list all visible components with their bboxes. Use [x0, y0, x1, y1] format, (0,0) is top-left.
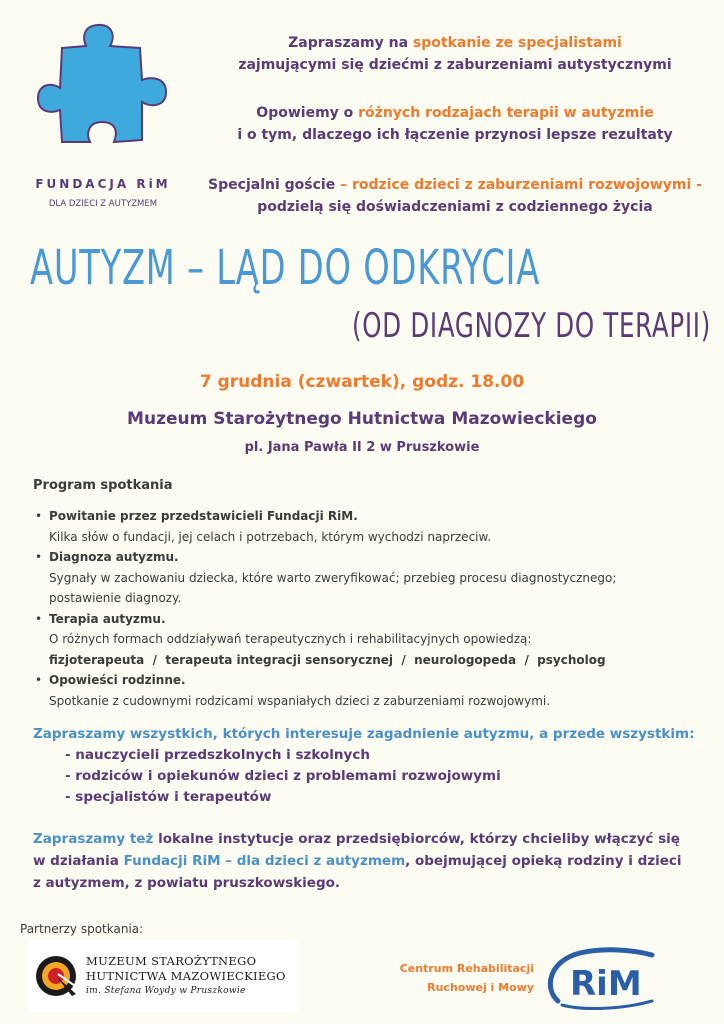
list-item: - rodziców i opiekunów dzieci z problemami rozwojowymi [65, 768, 501, 784]
puzzle-piece-icon [32, 22, 174, 172]
intro-paragraph-3 [200, 174, 710, 218]
program-item [33, 670, 693, 711]
event-title: AUTYZM – LĄD DO ODKRYCIA [30, 240, 541, 296]
program-item-desc: Spotkanie z cudownymi rodzicami wspaniałych dzieci z zaburzeniami rozwojowymi. [49, 693, 551, 708]
museum-name [86, 954, 286, 999]
museum-furnace-logo-icon [32, 952, 80, 1000]
museum-line3: im. Stefana Woydy w Pruszkowie [86, 986, 246, 996]
local-invite-block [33, 828, 703, 894]
program-item-title: Opowieści rodzinne. [49, 673, 186, 687]
crim-line1: Centrum Rehabilitacji [399, 962, 534, 975]
crim-name [388, 959, 534, 997]
intro-p2-highlight: różnych rodzajach terapii w autyzmie [358, 105, 654, 121]
foundation-name: FUNDACJA RiM [35, 177, 171, 191]
program-item-title: Diagnoza autyzmu. [49, 550, 179, 564]
program-item-desc: O różnych formach oddziaływań terapeutycznych i rehabilitacyjnych opowiedzą: [49, 632, 532, 646]
program-heading: Program spotkania [33, 478, 173, 493]
bullet-icon: • [35, 509, 43, 523]
rim-logo-text: RiM [570, 964, 642, 1004]
invite-line: Zapraszamy wszystkich, których interesuje zagadnienie autyzmu, a przede wszystkim: [33, 726, 695, 742]
intro-p2-pre: Opowiemy o [256, 105, 359, 121]
local-mid: lokalne instytucje oraz przedsiębiorców, którzy chcieliby włączyć się [153, 831, 680, 847]
program-item-title: Terapia autyzmu. [49, 611, 166, 626]
local-pre: Zapraszamy też [33, 831, 154, 847]
museum-line1: MUZEUM STAROŻYTNEGO [86, 954, 257, 968]
bullet-icon: • [35, 550, 43, 564]
intro-p3-line2: podzielą się doświadczeniami z codziennego życia [257, 199, 653, 215]
intro-paragraph-1 [200, 32, 710, 76]
local-line2-pre: w działania [33, 853, 124, 869]
program-item-title: Powitanie przez przedstawicieli Fundacji RiM. [49, 509, 358, 523]
program-item [33, 547, 693, 609]
list-item: - specjalistów i terapeutów [65, 789, 272, 805]
event-address: pl. Jana Pawła II 2 w Pruszkowie [244, 440, 480, 455]
intro-p1-line2: zajmującymi się dziećmi z zaburzeniami autystycznymi [238, 57, 672, 73]
bullet-icon: • [35, 611, 43, 626]
invite-block [33, 724, 703, 808]
intro-paragraph-2 [200, 102, 710, 146]
rim-arc-logo-icon [540, 945, 670, 1013]
intro-p3-pre: Specjalni goście [208, 177, 341, 193]
foundation-logo [12, 12, 194, 230]
local-line3: z autyzmem, z powiatu pruszkowskiego. [33, 875, 341, 891]
intro-p1-highlight: spotkanie ze specjalistami [412, 35, 622, 51]
event-venue: Muzeum Starożytnego Hutnictwa Mazowieckiego [127, 409, 597, 429]
intro-p1-pre: Zapraszamy na [288, 35, 413, 51]
invite-list [33, 745, 703, 808]
program-item [33, 506, 693, 547]
list-item: - nauczycieli przedszkolnych i szkolnych [65, 747, 370, 763]
intro-p2-line2: i o tym, dlaczego ich łączenie przynosi lepsze rezultaty [237, 127, 673, 143]
event-date: 7 grudnia (czwartek), godz. 18.00 [199, 372, 525, 392]
local-line2-highlight: Fundacji RiM – dla dzieci z autyzmem [123, 853, 406, 869]
program-item [33, 609, 693, 671]
program-item-roles: fizjoterapeuta / terapeuta integracji sensorycznej / neurologopeda / psycholog [49, 652, 606, 667]
partners-label: Partnerzy spotkania: [20, 922, 144, 936]
bullet-icon: • [35, 673, 43, 687]
museum-partner-logo [28, 940, 298, 1012]
program-item-desc: postawienie diagnozy. [49, 591, 182, 605]
intro-p3-highlight: – rodzice dzieci z zaburzeniami rozwojowymi - [340, 177, 702, 193]
museum-line2: HUTNICTWA MAZOWIECKIEGO [86, 969, 286, 983]
local-line2-post: , obejmującej opieką rodziny i dzieci [405, 853, 682, 869]
program-item-desc: Sygnały w zachowaniu dziecka, które warto zweryfikować; przebieg procesu diagnostycznego; [49, 570, 617, 585]
foundation-subtitle: DLA DZIECI Z AUTYZMEM [48, 199, 158, 209]
program-item-desc: Kilka słów o fundacji, jej celach i potrzebach, którym wychodzi naprzeciw. [49, 529, 492, 544]
crim-partner-logo [388, 945, 688, 1015]
crim-line2: Ruchowej i Mowy [427, 981, 534, 994]
program-list [33, 506, 693, 711]
event-subtitle: (OD DIAGNOZY DO TERAPII) [352, 306, 712, 346]
